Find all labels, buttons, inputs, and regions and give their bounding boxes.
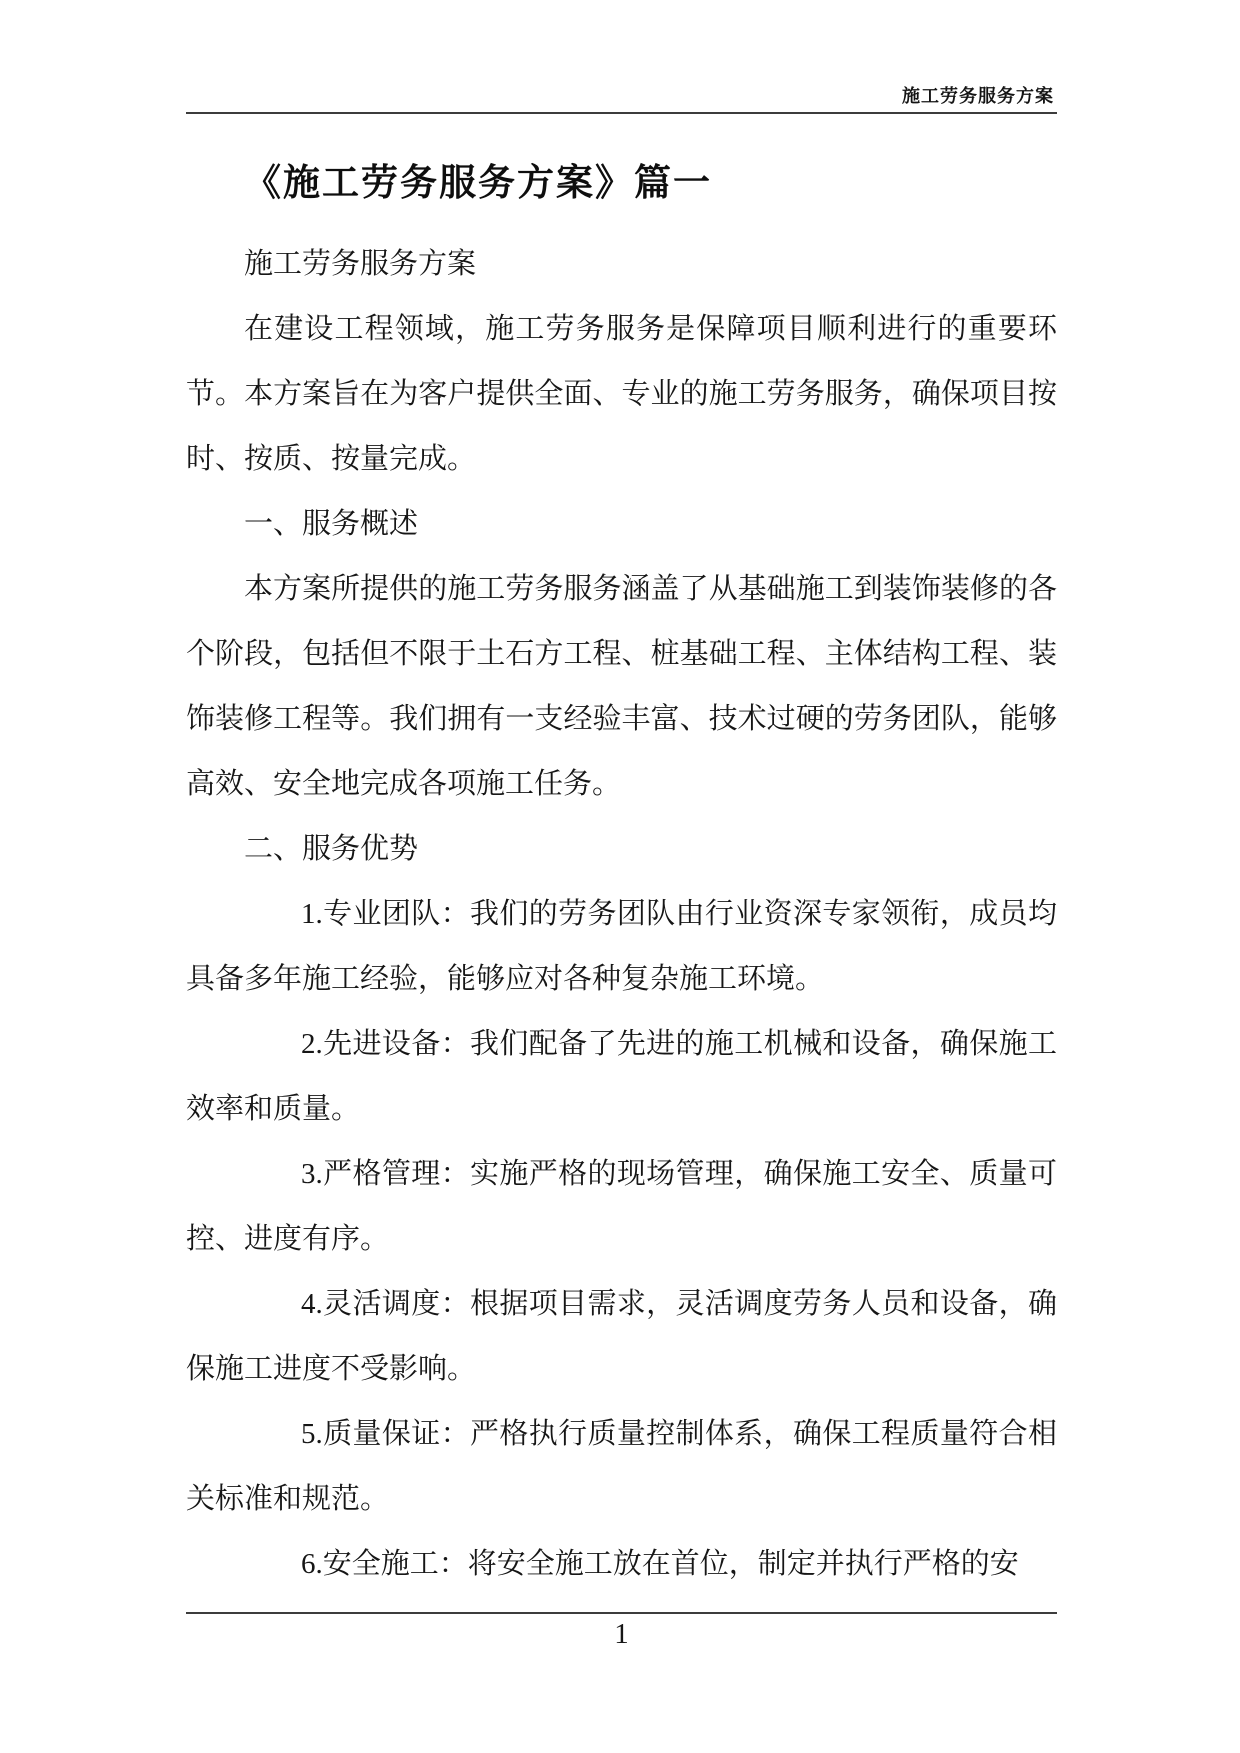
body-paragraph: 施工劳务服务方案 — [244, 248, 477, 280]
body-paragraph: 二、服务优势 — [244, 833, 419, 865]
footer-divider — [186, 1612, 1057, 1614]
body-paragraph: 2.先进设备：我们配备了先进的施工机械和设备，确保施工效率和质量。 — [186, 1028, 1057, 1125]
body-paragraph: 1.专业团队：我们的劳务团队由行业资深专家领衔，成员均具备多年施工经验，能够应对各种复杂施工环境。 — [186, 898, 1057, 995]
body-paragraph: 4.灵活调度：根据项目需求，灵活调度劳务人员和设备，确保施工进度不受影响。 — [186, 1288, 1057, 1385]
running-header-text: 施工劳务服务方案 — [902, 86, 1054, 106]
body-paragraph: 5.质量保证：严格执行质量控制体系，确保工程质量符合相关标准和规范。 — [186, 1418, 1057, 1515]
document-title: 《施工劳务服务方案》篇一 — [244, 162, 712, 203]
page-number: 1 — [614, 1618, 629, 1650]
body-paragraph: 本方案所提供的施工劳务服务涵盖了从基础施工到装饰装修的各个阶段，包括但不限于土石方工程、桩基础工程、主体结构工程、装饰装修工程等。我们拥有一支经验丰富、技术过硬的劳务团队，能够高效、安全地完成各项施工任务。 — [186, 573, 1057, 800]
body-paragraph: 6.安全施工：将安全施工放在首位，制定并执行严格的安 — [301, 1548, 1019, 1580]
document-body — [186, 232, 1057, 1597]
body-paragraph: 3.严格管理：实施严格的现场管理，确保施工安全、质量可控、进度有序。 — [186, 1158, 1057, 1255]
header-divider — [186, 112, 1057, 114]
body-paragraph: 在建设工程领域，施工劳务服务是保障项目顺利进行的重要环节。本方案旨在为客户提供全面、专业的施工劳务服务，确保项目按时、按质、按量完成。 — [186, 313, 1057, 475]
body-paragraph: 一、服务概述 — [244, 508, 419, 540]
